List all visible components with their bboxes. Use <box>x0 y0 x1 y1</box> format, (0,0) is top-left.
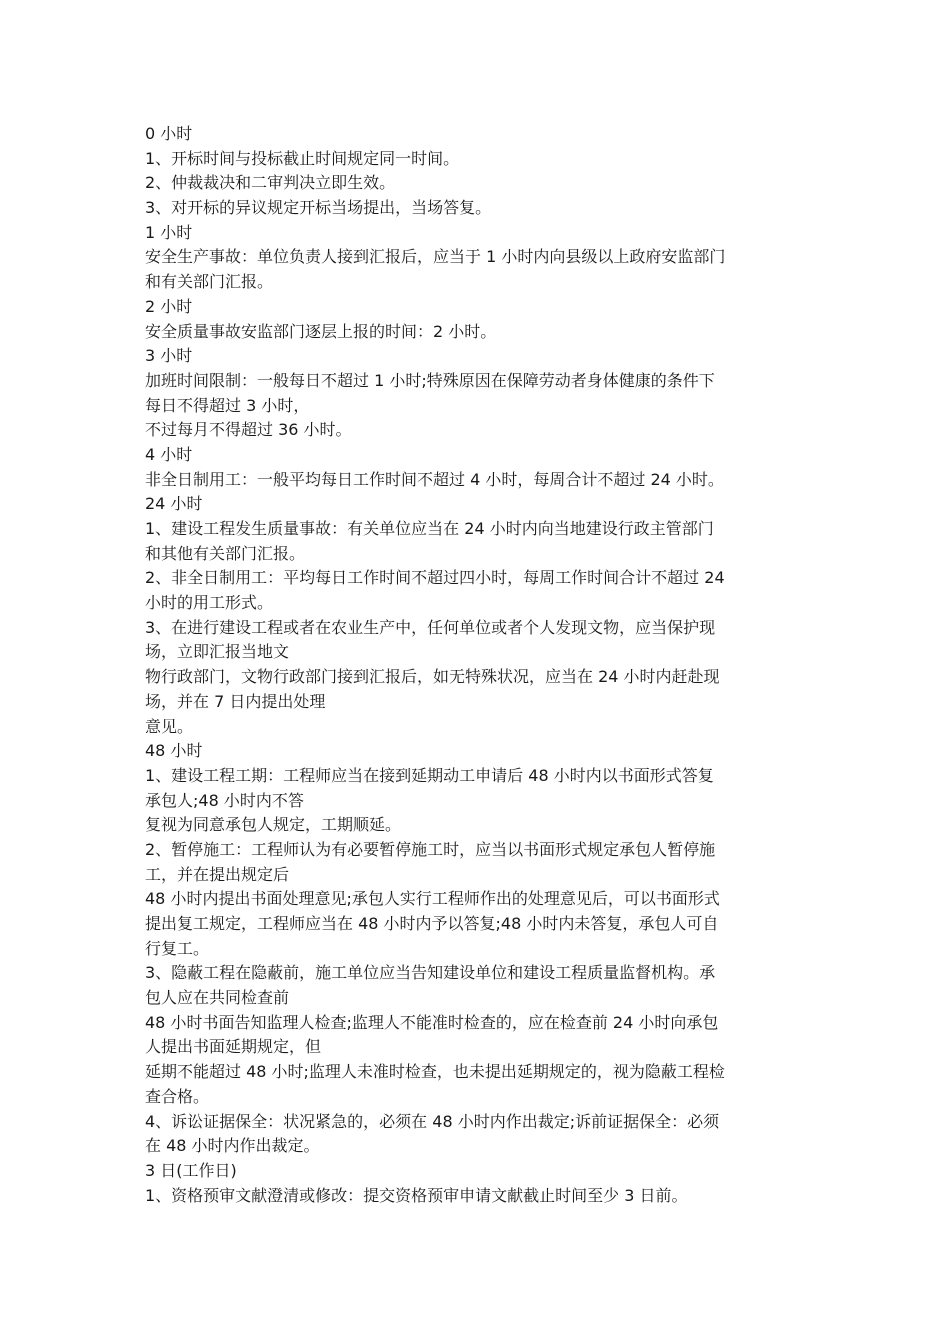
text-line: 1、建设工程发生质量事故：有关单位应当在 24 小时内向当地建设行政主管部门 <box>145 519 714 538</box>
text-line: 48 小时 <box>145 741 203 761</box>
text-line: 物行政部门，文物行政部门接到汇报后，如无特殊状况，应当在 24 小时内赶赴现 <box>145 667 720 687</box>
text-line: 1、开标时间与投标截止时间规定同一时间。 <box>145 148 460 168</box>
text-line: 人提出书面延期规定，但 <box>145 1037 322 1057</box>
text-line: 4 小时 <box>145 444 193 464</box>
text-line: 和其他有关部门汇报。 <box>145 543 306 563</box>
text-line: 3 日(工作日) <box>145 1160 237 1180</box>
text-line: 小时的用工形式。 <box>145 593 274 613</box>
text-line: 48 小时内提出书面处理意见;承包人实行工程师作出的处理意见后，可以书面形式 <box>145 889 720 909</box>
text-line: 承包人;48 小时内不答 <box>145 790 304 810</box>
text-line: 48 小时书面告知监理人检查;监理人不能准时检查的，应在检查前 24 小时向承包 <box>145 1012 719 1032</box>
text-line: 意见。 <box>145 716 194 736</box>
text-line: 非全日制用工：一般平均每日工作时间不超过 4 小时，每周合计不超过 24 小时。 <box>145 469 724 489</box>
text-line: 包人应在共同检查前 <box>145 988 290 1008</box>
text-line: 场，并在 7 日内提出处理 <box>145 691 326 711</box>
text-line: 1、建设工程工期：工程师应当在接到延期动工申请后 48 小时内以书面形式答复 <box>145 765 714 785</box>
text-line: 工，并在提出规定后 <box>145 864 290 884</box>
text-line: 加班时间限制：一般每日不超过 1 小时;特殊原因在保障劳动者身体健康的条件下 <box>145 370 715 390</box>
text-line: 行复工。 <box>145 938 210 958</box>
text-line: 在 48 小时内作出裁定。 <box>145 1136 320 1156</box>
text-line: 延期不能超过 48 小时;监理人未准时检查，也未提出延期规定的，视为隐蔽工程检 <box>145 1062 725 1082</box>
text-line: 提出复工规定，工程师应当在 48 小时内予以答复;48 小时内未答复，承包人可自 <box>145 914 719 933</box>
text-line: 1 小时 <box>145 222 193 242</box>
document-body <box>145 122 815 1208</box>
text-line: 24 小时 <box>145 494 203 514</box>
text-line: 不过每月不得超过 36 小时。 <box>145 420 352 440</box>
text-line: 安全生产事故：单位负责人接到汇报后，应当于 1 小时内向县级以上政府安监部门 <box>145 247 726 267</box>
text-line: 0 小时 <box>145 124 193 143</box>
text-line: 3、隐蔽工程在隐蔽前，施工单位应当告知建设单位和建设工程质量监督机构。承 <box>145 963 716 983</box>
text-line: 2、非全日制用工：平均每日工作时间不超过四小时，每周工作时间合计不超过 24 <box>145 568 725 588</box>
text-line: 4、诉讼证据保全：状况紧急的，必须在 48 小时内作出裁定;诉前证据保全：必须 <box>145 1111 720 1131</box>
text-line: 2、仲裁裁决和二审判决立即生效。 <box>145 173 396 193</box>
text-line: 3、在进行建设工程或者在农业生产中，任何单位或者个人发现文物，应当保护现 <box>145 617 716 637</box>
text-line: 每日不得超过 3 小时， <box>145 395 310 415</box>
text-line: 3、对开标的异议规定开标当场提出，当场答复。 <box>145 198 492 218</box>
text-line: 2、暂停施工：工程师认为有必要暂停施工时，应当以书面形式规定承包人暂停施 <box>145 839 716 859</box>
text-line: 3 小时 <box>145 346 193 366</box>
text-line: 复视为同意承包人规定，工期顺延。 <box>145 815 402 835</box>
text-line: 1、资格预审文献澄清或修改：提交资格预审申请文献截止时间至少 3 日前。 <box>145 1185 688 1205</box>
text-line: 查合格。 <box>145 1086 210 1106</box>
text-line: 和有关部门汇报。 <box>145 272 274 292</box>
text-line: 2 小时 <box>145 296 193 316</box>
text-line: 安全质量事故安监部门逐层上报的时间：2 小时。 <box>145 321 497 341</box>
text-line: 场，立即汇报当地文 <box>145 642 290 662</box>
